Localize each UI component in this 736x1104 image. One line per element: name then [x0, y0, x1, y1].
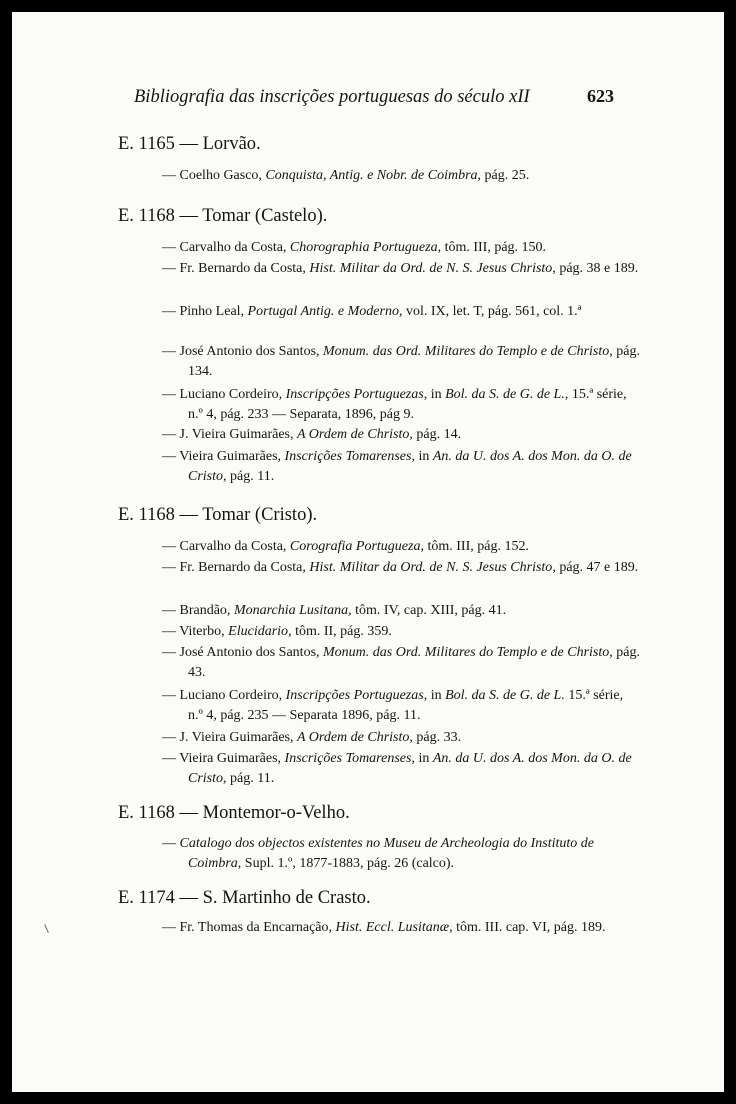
bibliography-entry: — José Antonio dos Santos, Monum. das Ord. Militares do Templo e de Christo, pág. 134. — [162, 344, 640, 379]
section-heading: E. 1168 — Tomar (Castelo). — [118, 206, 328, 226]
bibliography-entry: — Catalogo dos objectos existentes no Museu de Archeologia do Instituto de Coimbra, Supl. 1.º, 1877-1883, pág. 26 (calco). — [162, 836, 594, 871]
bibliography-entry: — Vieira Guimarães, Inscrições Tomarenses, in An. da U. dos A. dos Mon. da O. de Cristo, pág. 11. — [162, 751, 632, 786]
bibliography-entry: — José Antonio dos Santos, Monum. das Ord. Militares do Templo e de Christo, pág. 43. — [162, 645, 640, 680]
section-heading: E. 1168 — Tomar (Cristo). — [118, 505, 318, 525]
bibliography-entry: — J. Vieira Guimarães, A Ordem de Christo, pág. 14. — [162, 427, 462, 442]
section-heading: E. 1168 — Montemor-o-Velho. — [118, 803, 350, 823]
bibliography-entry: — Viterbo, Elucidario, tôm. II, pág. 359. — [162, 624, 392, 639]
bibliography-entry: — J. Vieira Guimarães, A Ordem de Christo, pág. 33. — [162, 730, 462, 745]
section-heading: E. 1174 — S. Martinho de Crasto. — [118, 888, 371, 908]
bibliography-entry: — Coelho Gasco, Conquista, Antig. e Nobr. de Coimbra, pág. 25. — [162, 168, 530, 183]
bibliography-entry: — Luciano Cordeiro, Inscripções Portuguezas, in Bol. da S. de G. de L. 15.ª série, n.º 4, pág. 235 — Separata 1896, pág. 11. — [162, 688, 624, 723]
page-number: 623 — [587, 86, 614, 106]
running-title: Bibliografia das inscrições portuguesas do século xII — [134, 87, 530, 107]
bibliography-entry: — Pinho Leal, Portugal Antig. e Moderno, vol. IX, let. T, pág. 561, col. 1.ª — [162, 304, 582, 319]
scan-mark — [44, 924, 49, 933]
bibliography-entry: — Fr. Bernardo da Costa, Hist. Militar da Ord. de N. S. Jesus Christo, pág. 47 e 189. — [162, 560, 639, 575]
bibliography-entry: — Vieira Guimarães, Inscrições Tomarenses, in An. da U. dos A. dos Mon. da O. de Cristo, pág. 11. — [162, 449, 632, 484]
bibliography-entry: — Luciano Cordeiro, Inscripções Portuguezas, in Bol. da S. de G. de L., 15.ª série, n.º 4, pág. 233 — Separata, 1896, pág 9. — [162, 387, 627, 422]
bibliography-entry: — Fr. Bernardo da Costa, Hist. Militar da Ord. de N. S. Jesus Christo, pág. 38 e 189. — [162, 261, 639, 276]
section-heading: E. 1165 — Lorvão. — [118, 134, 261, 154]
bibliography-entry: — Carvalho da Costa, Corografia Portugueza, tôm. III, pág. 152. — [162, 539, 529, 554]
running-header — [134, 86, 614, 108]
book-page — [12, 12, 724, 1092]
bibliography-entry: — Fr. Thomas da Encarnação, Hist. Eccl. Lusitanæ, tôm. III. cap. VI, pág. 189. — [162, 920, 606, 935]
bibliography-entry: — Carvalho da Costa, Chorographia Portugueza, tôm. III, pág. 150. — [162, 240, 547, 255]
bibliography-entry: — Brandão, Monarchia Lusitana, tôm. IV, cap. XIII, pág. 41. — [162, 603, 507, 618]
